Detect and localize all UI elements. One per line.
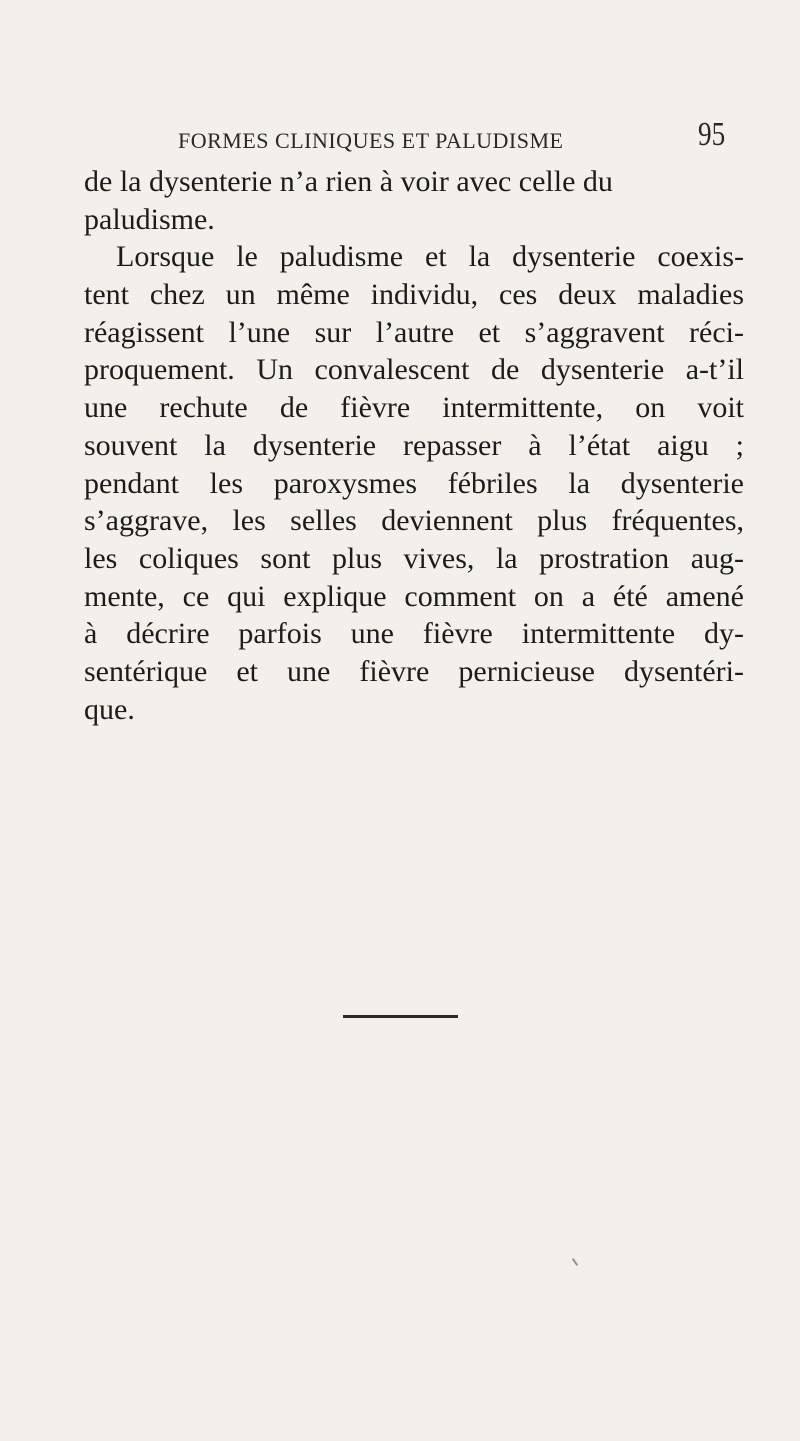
text-line: sentérique et une fièvre pernicieuse dysentéri- — [84, 654, 744, 688]
text-line: que. — [84, 692, 135, 726]
text-line: une rechute de fièvre intermittente, on voit — [84, 391, 744, 425]
text-line: de la dysenterie n’a rien à voir avec celle du — [84, 165, 613, 198]
text-line: les coliques sont plus vives, la prostration aug- — [84, 541, 744, 575]
text-line: mente, ce qui explique comment on a été amené — [84, 579, 744, 613]
body-text — [84, 163, 744, 728]
text-line: souvent la dysenterie repasser à l’état aigu ; — [84, 428, 744, 462]
text-line: à décrire parfois une fièvre intermittente dy- — [84, 617, 744, 651]
end-rule — [343, 1015, 458, 1018]
text-line: s’aggrave, les selles deviennent plus fréquentes, — [84, 504, 744, 538]
text-line: Lorsque le paludisme et la dysenterie coexis- — [116, 240, 744, 274]
running-title: FORMES CLINIQUES ET PALUDISME — [178, 128, 564, 153]
text-line: proquement. Un convalescent de dysenterie a-t’il — [84, 353, 744, 387]
page-number: 95 — [698, 116, 726, 153]
text-line: paludisme. — [84, 202, 215, 236]
text-line: pendant les paroxysmes fébriles la dysenterie — [84, 466, 744, 500]
paper-speck — [572, 1258, 578, 1266]
text-line: réagissent l’une sur l’autre et s’aggravent réci- — [84, 315, 744, 349]
text-line: tent chez un même individu, ces deux maladies — [84, 278, 744, 312]
